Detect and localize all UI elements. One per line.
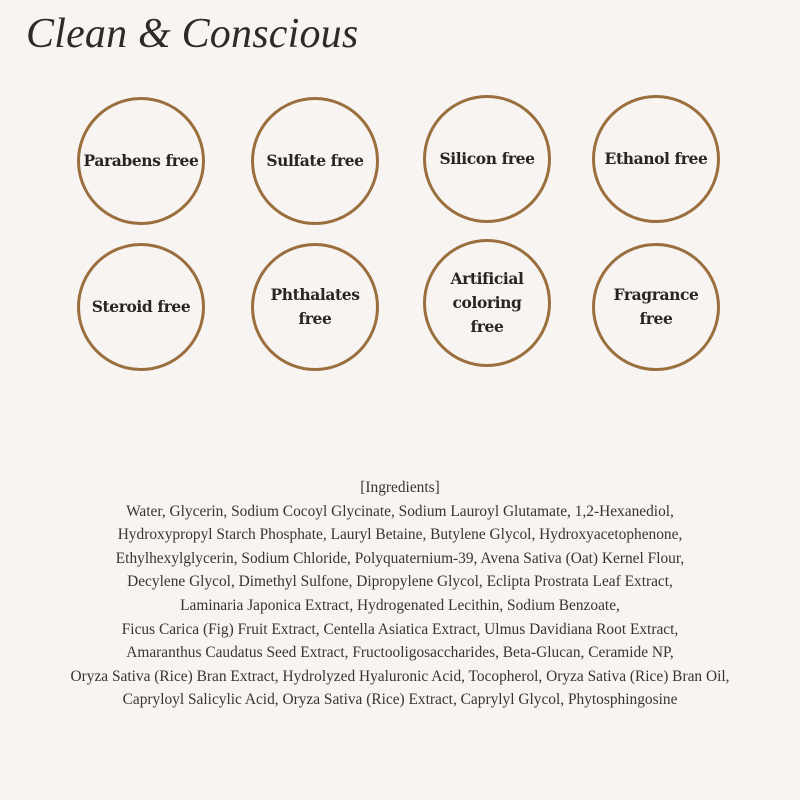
ingredients-line: Capryloyl Salicylic Acid, Oryza Sativa (Rice) Extract, Caprylyl Glycol, Phytosphingosine [122,691,678,709]
ingredients-line: Water, Glycerin, Sodium Cocoyl Glycinate, Sodium Lauroyl Glutamate, 1,2-Hexanediol, [126,502,674,520]
badge-label: Sulfate free [266,151,364,170]
badge-sulfate-free [251,97,379,225]
ingredients-heading: [Ingredients] [360,479,440,496]
badge-label: Ethanol free [604,149,708,168]
badge-artificial-coloring-free [423,239,551,367]
ingredients-line: Hydroxypropyl Starch Phosphate, Lauryl Betaine, Butylene Glycol, Hydroxyacetophenone, [117,526,683,544]
ingredients-line: Amaranthus Caudatus Seed Extract, Fructooligosaccharides, Beta-Glucan, Ceramide NP, [126,644,674,662]
badge-phthalates-free [251,243,379,371]
badge-parabens-free [77,97,205,225]
badge-label: Steroid free [91,297,191,316]
ingredients-line: Ethylhexylglycerin, Sodium Chloride, Polyquaternium-39, Avena Sativa (Oat) Kernel Flour, [115,549,685,567]
badge-label: Parabens free [83,151,199,170]
badge-fragrance-free [592,243,720,371]
badge-label: Fragrance free [613,285,699,328]
badge-label: Artificial coloring free [450,269,524,336]
badge-label: Phthalates free [270,285,360,328]
ingredients-line: Decylene Glycol, Dimethyl Sulfone, Dipropylene Glycol, Eclipta Prostrata Leaf Extract, [127,573,673,591]
ingredients-line: Laminaria Japonica Extract, Hydrogenated Lecithin, Sodium Benzoate, [180,596,620,614]
badge-steroid-free [77,243,205,371]
badge-silicon-free [423,95,551,223]
page-title: Clean & Conscious [26,11,359,57]
badge-label: Silicon free [439,149,535,168]
badge-ethanol-free [592,95,720,223]
ingredients-line: Ficus Carica (Fig) Fruit Extract, Centella Asiatica Extract, Ulmus Davidiana Root Extract, [121,620,679,638]
ingredients-section [20,476,780,712]
ingredients-line: Oryza Sativa (Rice) Bran Extract, Hydrolyzed Hyaluronic Acid, Tocopherol, Oryza Sativa (Rice) Bran Oil, [70,667,730,685]
